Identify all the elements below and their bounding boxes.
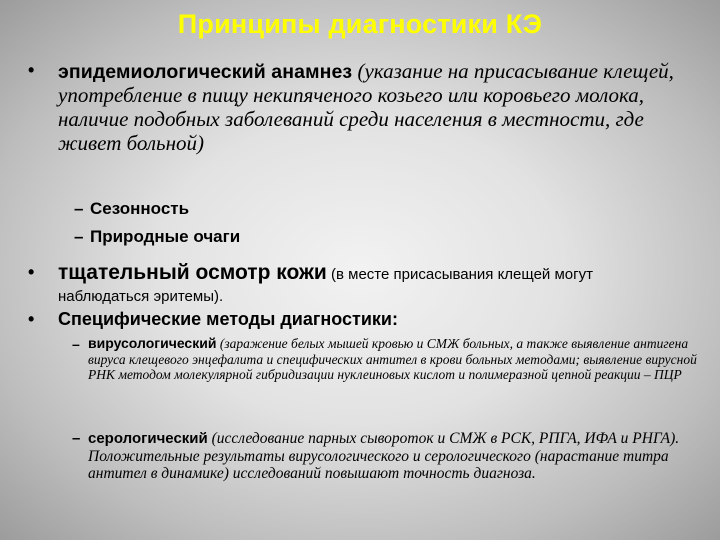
bullet-marker: •: [28, 309, 35, 329]
sub-item-virological-lead: вирусологический: [88, 335, 217, 351]
sub-item-virological: [88, 336, 698, 383]
sub-item-serological-detail: (исследование парных сывороток и СМЖ в РСК, РПГА, ИФА и РНГА). Положительные результаты вирусологического и серологического (нарастание титра антител в динамике) исследований повышают точность диагноза.: [88, 430, 680, 482]
bullet-epidemiological: [58, 60, 698, 156]
sub-item-natural-foci: Природные очаги: [90, 227, 241, 246]
bullet-skin-exam-detail: (в месте присасывания клещей могут наблюдаться эритемы).: [58, 266, 593, 305]
sub-item-serological-lead: серологический: [88, 430, 208, 447]
bullet-epidemiological-lead: эпидемиологический анамнез: [58, 61, 353, 83]
sub-item-seasonality: Сезонность: [90, 199, 190, 218]
dash-marker: –: [72, 336, 80, 352]
bullet-skin-exam-lead: тщательный осмотр кожи: [58, 261, 327, 284]
slide-title: Принципы диагностики КЭ: [177, 9, 543, 39]
bullet-skin-exam: [58, 262, 678, 308]
sub-item-virological-detail: (заражение белых мышей кровью и СМЖ больных, а также выявление антигена вируса клещевого энцефалита и специфических антител в крови больных методами; выявление вирусной РНК методом молекулярной гибридизации нуклеиновых кислот и полимеразной цепной реакции – ПЦР: [88, 336, 697, 382]
bullet-specific-methods: Специфические методы диагностики:: [58, 309, 398, 329]
dash-marker: –: [72, 430, 81, 447]
bullet-epidemiological-detail: (указание на присасывание клещей, употребление в пищу некипяченого козьего или коровьего молока, наличие подобных заболеваний среди населения в местности, где живет больной): [58, 59, 674, 155]
bullet-marker: •: [28, 60, 35, 80]
dash-marker: –: [74, 227, 84, 246]
dash-marker: –: [74, 199, 84, 218]
sub-item-serological: [88, 430, 698, 483]
bullet-marker: •: [28, 262, 35, 282]
